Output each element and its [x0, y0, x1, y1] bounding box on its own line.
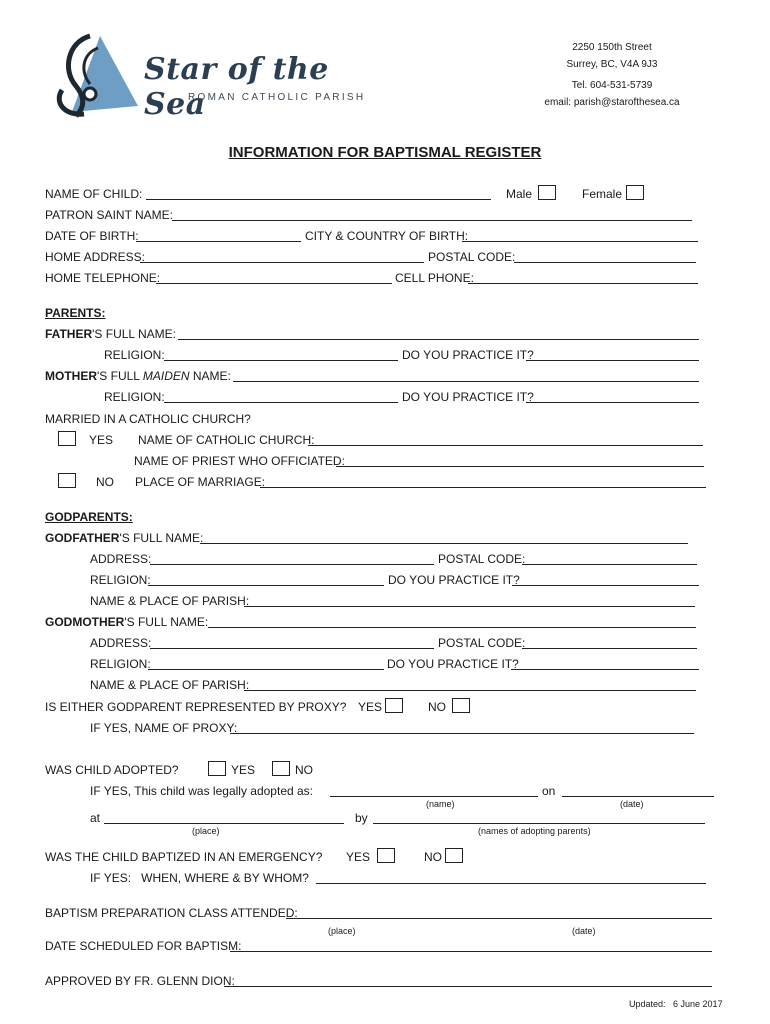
married-no-checkbox[interactable] — [58, 473, 76, 488]
emergency-no-checkbox[interactable] — [445, 848, 463, 863]
adopted-name-field[interactable] — [330, 796, 538, 797]
godparents-heading: GODPARENTS: — [45, 510, 133, 524]
mother-religion-label: RELIGION: — [104, 390, 165, 404]
priest-field[interactable] — [336, 466, 704, 467]
married-label: MARRIED IN A CATHOLIC CHURCH? — [45, 412, 251, 426]
godmother-address-field[interactable] — [150, 648, 434, 649]
godmother-parish-field[interactable] — [244, 690, 696, 691]
godfather-address-field[interactable] — [150, 564, 434, 565]
updated-note: Updated: 6 June 2017 — [629, 999, 723, 1009]
emergency-yes-label: YES — [346, 850, 371, 864]
mother-label — [45, 369, 231, 383]
prep-date-caption: (date) — [572, 926, 596, 936]
godmother-address-label: ADDRESS: — [90, 636, 152, 650]
godfather-parish-label: NAME & PLACE OF PARISH: — [90, 594, 250, 608]
church-field[interactable] — [308, 445, 703, 446]
married-yes-checkbox[interactable] — [58, 431, 76, 446]
city-country-label: CITY & COUNTRY OF BIRTH: — [305, 229, 469, 243]
father-religion-label: RELIGION: — [104, 348, 165, 362]
father-label-bold: FATHER — [45, 327, 93, 341]
logo-mark-icon — [50, 28, 150, 120]
proxy-label: IS EITHER GODPARENT REPRESENTED BY PROXY? — [45, 700, 347, 714]
address-tel: Tel. 604-531-5739 — [571, 80, 653, 91]
father-practice-label: DO YOU PRACTICE IT? — [402, 348, 534, 362]
logo-subtitle: ROMAN CATHOLIC PARISH — [188, 92, 366, 103]
godfather-practice-field[interactable] — [512, 585, 699, 586]
priest-label: NAME OF PRIEST WHO OFFICIATED: — [134, 454, 345, 468]
logo-title: Star of the Sea — [144, 52, 329, 122]
patron-label: PATRON SAINT NAME: — [45, 208, 174, 222]
emergency-label: WAS THE CHILD BAPTIZED IN AN EMERGENCY? — [45, 850, 323, 864]
adopted-place-field[interactable] — [104, 823, 344, 824]
approved-label: APPROVED BY FR. GLENN DION: — [45, 974, 235, 988]
form-title: INFORMATION FOR BAPTISMAL REGISTER — [228, 144, 542, 161]
godfather-name-field[interactable] — [200, 543, 688, 544]
female-label: Female — [582, 187, 623, 201]
married-no-label: NO — [96, 475, 114, 489]
male-label: Male — [506, 187, 533, 201]
married-yes-label: YES — [89, 433, 114, 447]
city-country-field[interactable] — [462, 241, 698, 242]
godmother-religion-field[interactable] — [148, 669, 384, 670]
address-email: email: parish@starofthesea.ca — [544, 97, 680, 108]
adopted-by-label: by — [355, 811, 368, 825]
address-city: Surrey, BC, V4A 9J3 — [566, 59, 658, 70]
child-name-field[interactable] — [146, 199, 491, 200]
godfather-practice-label: DO YOU PRACTICE IT? — [388, 573, 520, 587]
godfather-religion-label: RELIGION: — [90, 573, 151, 587]
scheduled-field[interactable] — [230, 951, 712, 952]
home-phone-label: HOME TELEPHONE: — [45, 271, 161, 285]
prep-class-field[interactable] — [286, 918, 712, 919]
father-name-field[interactable] — [178, 339, 699, 340]
proxy-no-checkbox[interactable] — [452, 698, 470, 713]
godmother-religion-label: RELIGION: — [90, 657, 151, 671]
father-religion-field[interactable] — [164, 360, 398, 361]
proxy-yes-checkbox[interactable] — [385, 698, 403, 713]
proxy-name-field[interactable] — [230, 733, 694, 734]
male-checkbox[interactable] — [538, 185, 556, 200]
cell-label: CELL PHONE: — [395, 271, 474, 285]
approved-field[interactable] — [224, 986, 712, 987]
mother-practice-field[interactable] — [526, 402, 699, 403]
father-practice-field[interactable] — [526, 360, 699, 361]
postal-field[interactable] — [514, 262, 696, 263]
patron-field[interactable] — [172, 220, 692, 221]
postal-label: POSTAL CODE: — [428, 250, 516, 264]
emergency-when-field[interactable] — [316, 883, 706, 884]
prep-class-label: BAPTISM PREPARATION CLASS ATTENDED: — [45, 906, 298, 920]
father-label — [45, 327, 176, 341]
adopted-on-label: on — [542, 784, 556, 798]
legally-adopted-label: IF YES, This child was legally adopted as: — [90, 784, 314, 798]
adopted-no-checkbox[interactable] — [272, 761, 290, 776]
godfather-address-label: ADDRESS: — [90, 552, 152, 566]
proxy-no-label: NO — [428, 700, 446, 714]
adopted-name-caption: (name) — [426, 799, 455, 809]
place-marriage-label: PLACE OF MARRIAGE: — [135, 475, 266, 489]
adopted-place-caption: (place) — [192, 826, 220, 836]
church-label: NAME OF CATHOLIC CHURCH: — [138, 433, 315, 447]
mother-label-rest: NAME: — [189, 369, 231, 383]
godfather-label-bold: GODFATHER — [45, 531, 120, 545]
adopted-date-field[interactable] — [562, 796, 714, 797]
proxy-yes-label: YES — [358, 700, 383, 714]
godfather-label — [45, 531, 203, 545]
father-label-rest: 'S FULL NAME: — [92, 327, 176, 341]
godmother-label-rest: 'S FULL NAME: — [124, 615, 209, 629]
mother-label-maiden: MAIDEN — [142, 369, 190, 383]
adopting-parents-caption: (names of adopting parents) — [478, 826, 591, 836]
godmother-practice-label: DO YOU PRACTICE IT? — [387, 657, 519, 671]
godfather-parish-field[interactable] — [244, 606, 695, 607]
dob-field[interactable] — [136, 241, 301, 242]
parish-logo — [50, 28, 370, 120]
godmother-name-field[interactable] — [208, 627, 696, 628]
godmother-postal-field[interactable] — [522, 648, 697, 649]
godfather-postal-label: POSTAL CODE: — [438, 552, 526, 566]
adopted-date-caption: (date) — [620, 799, 644, 809]
address-street: 2250 150th Street — [572, 42, 652, 53]
mother-practice-label: DO YOU PRACTICE IT? — [402, 390, 534, 404]
adopted-at-label: at — [90, 811, 101, 825]
female-checkbox[interactable] — [626, 185, 644, 200]
dob-label: DATE OF BIRTH: — [45, 229, 139, 243]
adopted-yes-label: YES — [231, 763, 256, 777]
home-address-label: HOME ADDRESS: — [45, 250, 146, 264]
cell-field[interactable] — [468, 283, 698, 284]
parents-heading: PARENTS: — [45, 306, 106, 320]
place-marriage-field[interactable] — [260, 487, 706, 488]
godmother-label — [45, 615, 208, 629]
emergency-no-label: NO — [424, 850, 442, 864]
adopting-parents-field[interactable] — [373, 823, 705, 824]
godfather-postal-field[interactable] — [522, 564, 697, 565]
emergency-yes-checkbox[interactable] — [377, 848, 395, 863]
child-name-label: NAME OF CHILD: — [45, 187, 143, 201]
parish-address — [512, 42, 712, 109]
home-phone-field[interactable] — [156, 283, 392, 284]
mother-religion-field[interactable] — [164, 402, 398, 403]
godmother-parish-label: NAME & PLACE OF PARISH: — [90, 678, 250, 692]
home-address-field[interactable] — [140, 262, 424, 263]
mother-label-mid: 'S FULL — [97, 369, 143, 383]
proxy-name-label: IF YES, NAME OF PROXY: — [90, 721, 238, 735]
emergency-when-label: IF YES: WHEN, WHERE & BY WHOM? — [90, 871, 309, 885]
scheduled-label: DATE SCHEDULED FOR BAPTISM: — [45, 939, 242, 953]
mother-label-bold: MOTHER — [45, 369, 97, 383]
prep-place-caption: (place) — [328, 926, 356, 936]
godfather-religion-field[interactable] — [148, 585, 384, 586]
godmother-label-bold: GODMOTHER — [45, 615, 125, 629]
adopted-no-label: NO — [295, 763, 313, 777]
adopted-yes-checkbox[interactable] — [208, 761, 226, 776]
godmother-practice-field[interactable] — [511, 669, 699, 670]
godmother-postal-label: POSTAL CODE: — [438, 636, 526, 650]
adopted-label: WAS CHILD ADOPTED? — [45, 763, 179, 777]
mother-name-field[interactable] — [233, 381, 699, 382]
godfather-label-rest: 'S FULL NAME: — [119, 531, 204, 545]
